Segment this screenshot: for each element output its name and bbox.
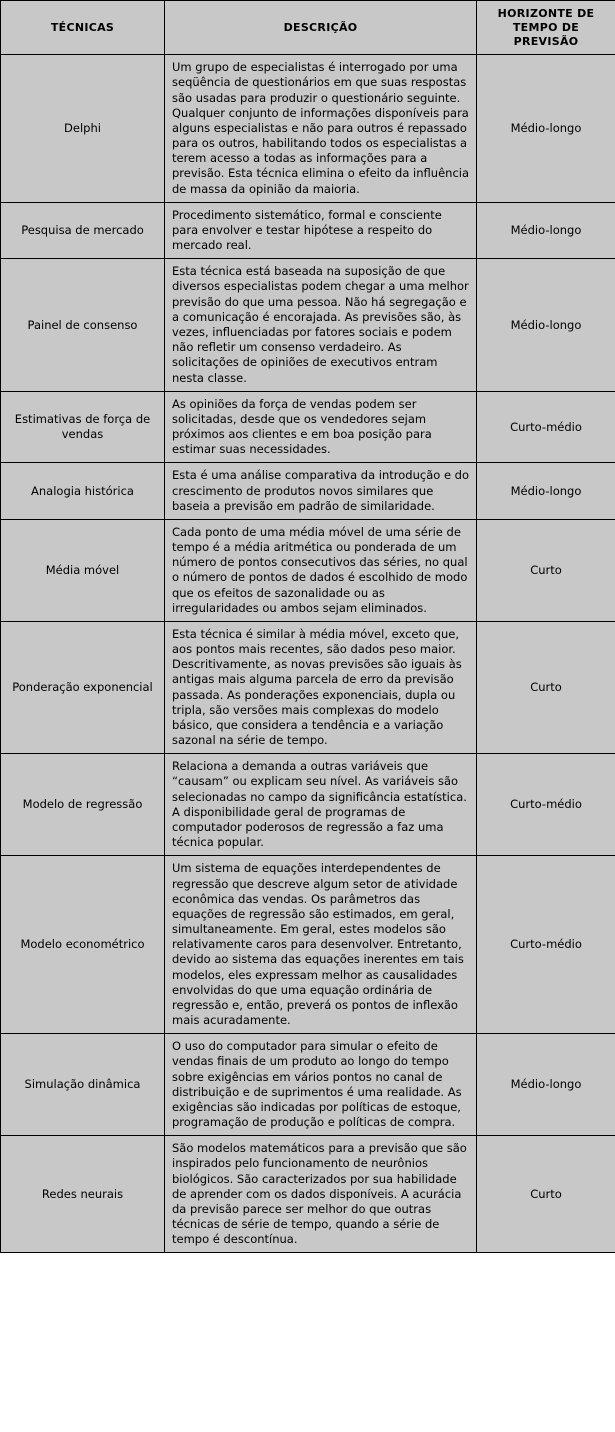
cell-horizonte: Curto [477,1136,615,1253]
cell-descricao: Um sistema de equações interdependentes de regressão que descreve algum setor de atividade econômica das vendas. Os parâmetros das equações de regressão são estimados, em geral, simultaneamente. Em geral, estes modelos são relativamente caros para desenvolver. Entretanto, devido ao sistema das equações inerentes em tais modelos, eles expressam melhor as causalidades envolvidas do que uma equação ordinária de regressão e, então, preverá os pontos de inflexão mais acuradamente. [165,856,477,1034]
cell-horizonte: Médio-longo [477,259,615,391]
cell-tecnica: Redes neurais [1,1136,165,1253]
cell-descricao: Esta é uma análise comparativa da introdução e do crescimento de produtos novos similares que baseia a previsão em padrão de similaridade. [165,463,477,520]
table-row [1,391,615,463]
cell-tecnica: Ponderação exponencial [1,621,165,753]
cell-tecnica: Modelo de regressão [1,754,165,856]
cell-horizonte: Médio-longo [477,1034,615,1136]
cell-descricao: Relaciona a demanda a outras variáveis que “causam” ou explicam seu nível. As variáveis são selecionadas no campo da significância estatística. A disponibilidade geral de programas de computador poderosos de regressão a faz uma técnica popular. [165,754,477,856]
cell-horizonte: Médio-longo [477,463,615,520]
table-row [1,856,615,1034]
column-header-descricao: DESCRIÇÃO [165,1,477,55]
cell-tecnica: Delphi [1,55,165,203]
cell-tecnica: Painel de consenso [1,259,165,391]
column-header-horizonte: HORIZONTE DE TEMPO DE PREVISÃO [477,1,615,55]
table-header [1,1,615,55]
table-row [1,55,615,203]
column-header-tecnicas: TÉCNICAS [1,1,165,55]
table-row [1,1034,615,1136]
cell-horizonte: Médio-longo [477,202,615,259]
cell-descricao: Cada ponto de uma média móvel de uma série de tempo é a média aritmética ou ponderada de um número de pontos consecutivos das séries, no qual o número de pontos de dados é escolhido de modo que os efeitos de sazonalidade ou as irregularidades ou ambos sejam eliminados. [165,519,477,621]
cell-descricao: Esta técnica está baseada na suposição de que diversos especialistas podem chegar a uma melhor previsão do que uma pessoa. Não há segregação e a comunicação é encorajada. As previsões são, às vezes, influenciadas por fatores sociais e podem não refletir um consenso verdadeiro. As solicitações de opiniões de executivos entram nesta classe. [165,259,477,391]
cell-descricao: Procedimento sistemático, formal e consciente para envolver e testar hipótese a respeito do mercado real. [165,202,477,259]
table-row [1,463,615,520]
cell-tecnica: Analogia histórica [1,463,165,520]
cell-horizonte: Curto-médio [477,391,615,463]
cell-descricao: São modelos matemáticos para a previsão que são inspirados pelo funcionamento de neurônios biológicos. São caracterizados por sua habilidade de aprender com os dados disponíveis. A acurácia da previsão parece ser melhor do que outras técnicas de série de tempo, quando a série de tempo é descontínua. [165,1136,477,1253]
cell-horizonte: Curto [477,621,615,753]
table-row [1,519,615,621]
table-body [1,55,615,1253]
cell-descricao: O uso do computador para simular o efeito de vendas finais de um produto ao longo do tempo sobre exigências em vários pontos no canal de distribuição e de suprimentos é uma realidade. As exigências são indicadas por políticas de estoque, programação de produção e políticas de compra. [165,1034,477,1136]
cell-horizonte: Curto [477,519,615,621]
table-row [1,259,615,391]
table-header-row [1,1,615,55]
table-row [1,202,615,259]
table-row [1,621,615,753]
cell-horizonte: Médio-longo [477,55,615,203]
table-row [1,1136,615,1253]
cell-horizonte: Curto-médio [477,754,615,856]
cell-descricao: Esta técnica é similar à média móvel, exceto que, aos pontos mais recentes, são dados peso maior. Descritivamente, as novas previsões são iguais às antigas mais alguma parcela de erro da previsão passada. As ponderações exponenciais, dupla ou tripla, são versões mais complexas do modelo básico, que considera a tendência e a variação sazonal na série de tempo. [165,621,477,753]
cell-tecnica: Pesquisa de mercado [1,202,165,259]
cell-tecnica: Estimativas de força de vendas [1,391,165,463]
cell-tecnica: Média móvel [1,519,165,621]
cell-tecnica: Modelo econométrico [1,856,165,1034]
cell-descricao: Um grupo de especialistas é interrogado por uma seqüência de questionários em que suas respostas são usadas para produzir o questionário seguinte. Qualquer conjunto de informações disponíveis para alguns especialistas e não para outros é repassado para os outros, habilitando todos os especialistas a terem acesso a todas as informações para a previsão. Esta técnica elimina o efeito da influência de massa da opinião da maioria. [165,55,477,203]
cell-descricao: As opiniões da força de vendas podem ser solicitadas, desde que os vendedores sejam próximos aos clientes e em boa posição para estimar suas necessidades. [165,391,477,463]
table-row [1,754,615,856]
cell-horizonte: Curto-médio [477,856,615,1034]
cell-tecnica: Simulação dinâmica [1,1034,165,1136]
